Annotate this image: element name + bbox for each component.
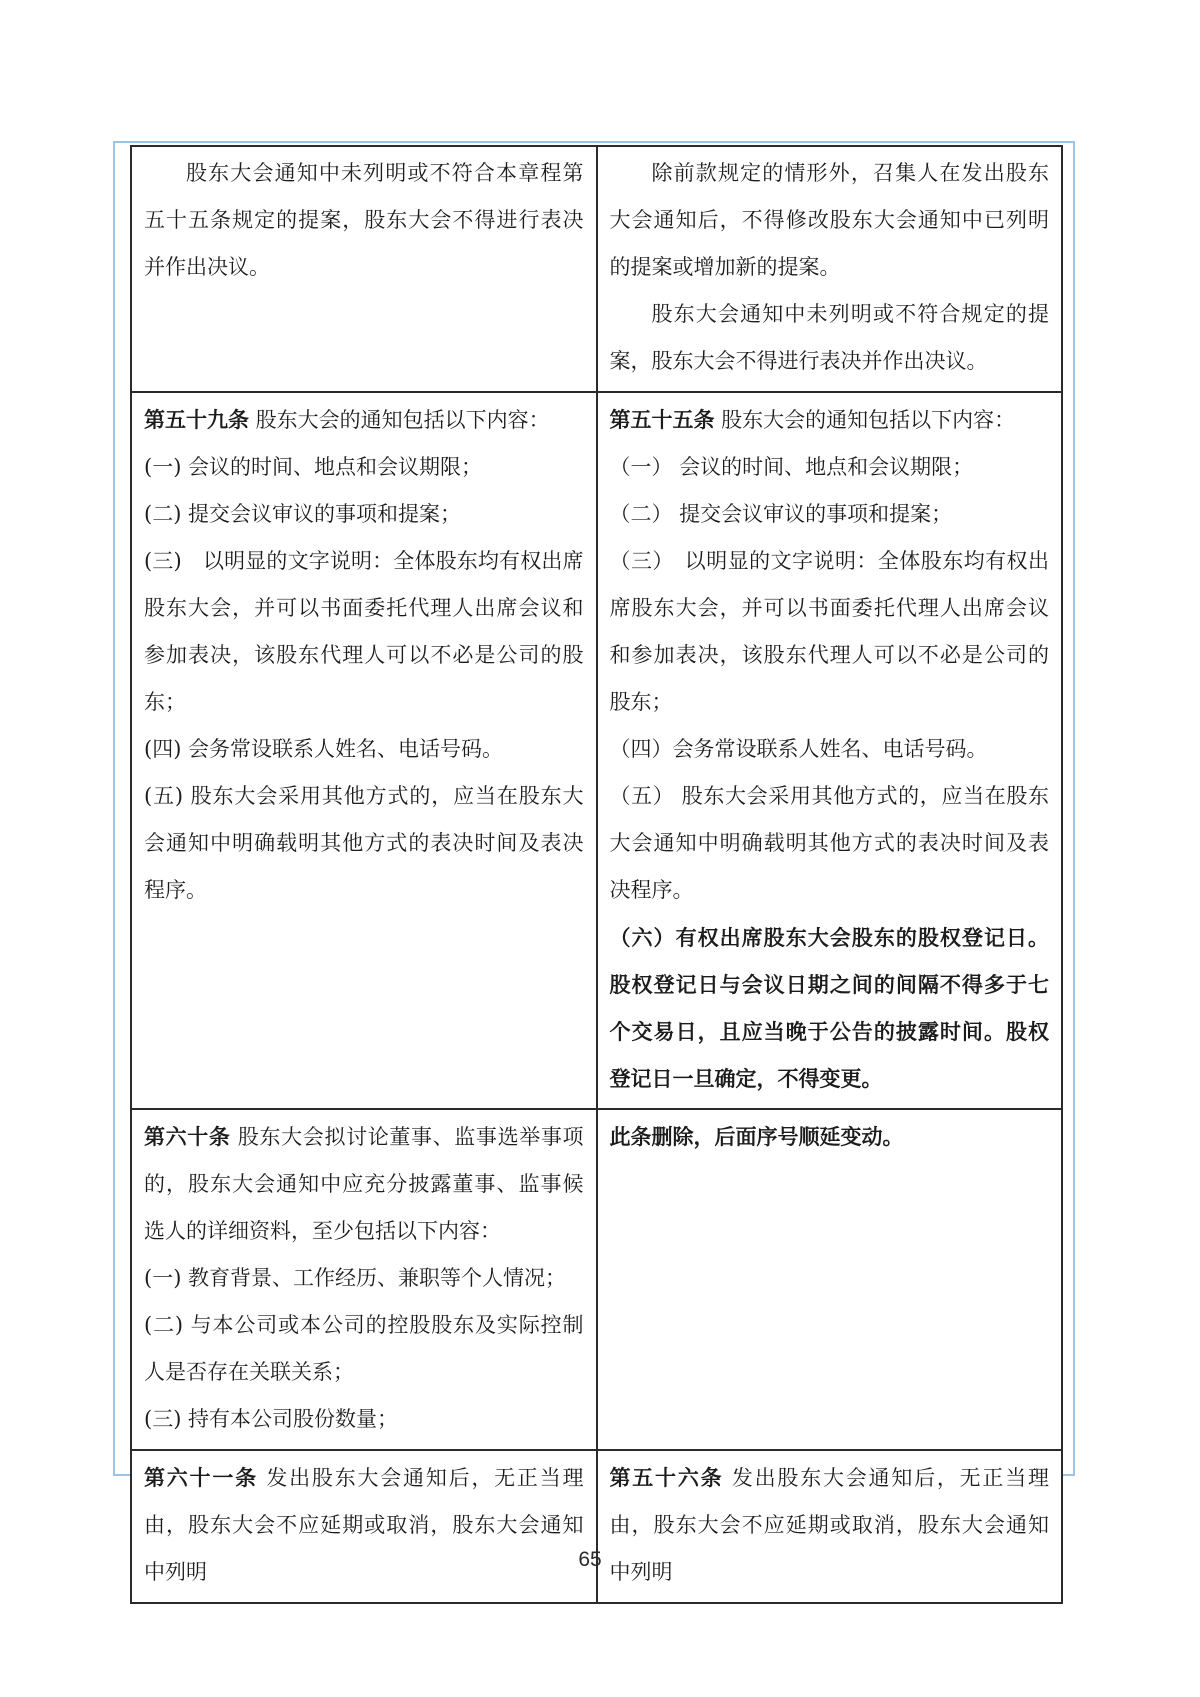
cell-original-text — [131, 1109, 597, 1450]
paragraph: 第五十五条 股东大会的通知包括以下内容： — [609, 407, 1016, 432]
cell-revised-text — [597, 1109, 1063, 1450]
article-number: 第五十五条 — [609, 407, 715, 432]
cell-revised-text — [597, 392, 1063, 1109]
paragraph: 股东大会通知中未列明或不符合本章程第五十五条规定的提案，股东大会不得进行表决并作出决议。 — [144, 161, 584, 279]
comparison-table — [130, 145, 1063, 1604]
paragraph: （二） 提交会议审议的事项和提案； — [609, 502, 953, 526]
comparison-table-body — [131, 146, 1062, 1603]
table-row — [131, 1109, 1062, 1450]
paragraph: (二) 与本公司或本公司的控股股东及实际控制人是否存在关联关系； — [144, 1313, 584, 1384]
paragraph: (一) 教育背景、工作经历、兼职等个人情况； — [144, 1266, 567, 1290]
paragraph: 第五十六条 发出股东大会通知后，无正当理由，股东大会不应延期或取消，股东大会通知中列明 — [609, 1465, 1049, 1584]
cell-original-text — [131, 146, 597, 392]
paragraph: (三) 以明显的文字说明：全体股东均有权出席股东大会，并可以书面委托代理人出席会议和参加表决，该股东代理人可以不必是公司的股东； — [144, 549, 584, 714]
paragraph: （五） 股东大会采用其他方式的，应当在股东大会通知中明确载明其他方式的表决时间及表决程序。 — [609, 784, 1049, 902]
paragraph: (一) 会议的时间、地点和会议期限； — [144, 455, 483, 479]
paragraph: (二) 提交会议审议的事项和提案； — [144, 502, 462, 526]
table-row — [131, 146, 1062, 392]
page-number: 65 — [578, 1548, 602, 1571]
paragraph: (五) 股东大会采用其他方式的，应当在股东大会通知中明确载明其他方式的表决时间及表决程序。 — [144, 784, 584, 902]
paragraph: （六）有权出席股东大会股东的股权登记日。股权登记日与会议日期之间的间隔不得多于七个交易日，且应当晚于公告的披露时间。股权登记日一旦确定，不得变更。 — [609, 925, 1049, 1091]
paragraph: 第六十条 股东大会拟讨论董事、监事选举事项的，股东大会通知中应充分披露董事、监事候选人的详细资料，至少包括以下内容： — [144, 1124, 584, 1243]
paragraph: (四) 会务常设联系人姓名、电话号码。 — [144, 737, 504, 761]
paragraph: （四）会务常设联系人姓名、电话号码。 — [609, 737, 988, 761]
paragraph: （三） 以明显的文字说明：全体股东均有权出席股东大会，并可以书面委托代理人出席会议和参加表决，该股东代理人可以不必是公司的股东； — [609, 549, 1049, 714]
paragraph: 此条删除，后面序号顺延变动。 — [609, 1124, 904, 1149]
article-number: 第六十一条 — [144, 1465, 258, 1490]
cell-revised-text — [597, 146, 1063, 392]
article-number: 第五十六条 — [609, 1465, 724, 1490]
paragraph: 除前款规定的情形外，召集人在发出股东大会通知后，不得修改股东大会通知中已列明的提案或增加新的提案。 — [609, 161, 1049, 279]
paragraph: 第六十一条 发出股东大会通知后，无正当理由，股东大会不应延期或取消，股东大会通知中列明 — [144, 1465, 584, 1584]
paragraph: 股东大会通知中未列明或不符合规定的提案，股东大会不得进行表决并作出决议。 — [609, 302, 1049, 373]
paragraph: 第五十九条 股东大会的通知包括以下内容： — [144, 407, 550, 432]
table-row — [131, 1450, 1062, 1603]
article-number: 第五十九条 — [144, 407, 249, 432]
cell-original-text — [131, 392, 597, 1109]
paragraph: （一） 会议的时间、地点和会议期限； — [609, 455, 974, 479]
article-number: 第六十条 — [144, 1124, 231, 1149]
cell-original-text — [131, 1450, 597, 1603]
table-row — [131, 392, 1062, 1109]
paragraph: (三) 持有本公司股份数量； — [144, 1407, 399, 1431]
cell-revised-text — [597, 1450, 1063, 1603]
